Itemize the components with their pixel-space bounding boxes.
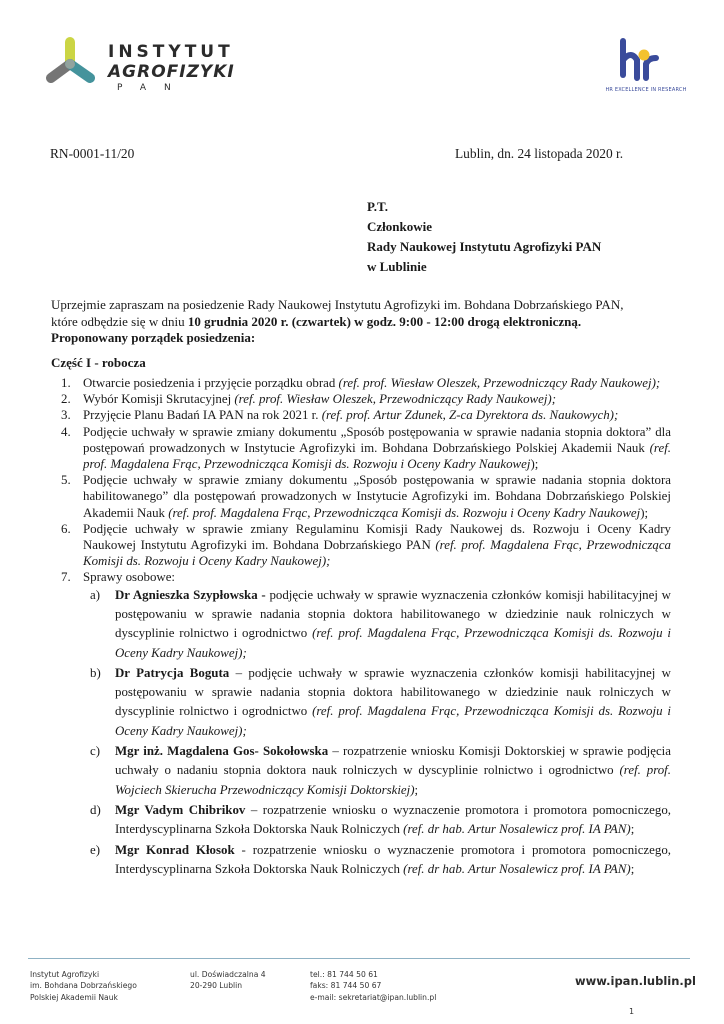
hr-logo-icon	[596, 30, 696, 86]
item-text: Wybór Komisji Skrutacyjnej	[83, 392, 235, 407]
item-letter: b)	[90, 665, 101, 680]
intro-text: które odbędzie się w dniu	[51, 313, 188, 329]
hr-caption: HR EXCELLENCE IN RESEARCH	[605, 87, 687, 93]
institute-logo	[38, 34, 338, 94]
item-text: Podjęcie uchwały w sprawie zmiany dokumentu „Sposób postępowania w sprawie nadania stopnia doktora habilitowanego” dla postępowań prowadzonych w Instytucie Agrofizyki im. Bohdana Dobrzańskiego Polskiej Akademii Nauk	[83, 473, 671, 520]
item-ref: (ref. dr hab. Artur Nosalewicz prof. IA PAN)	[403, 822, 631, 837]
item-ref: (ref. prof. Magdalena Frąc, Przewodnicząca Komisji ds. Rozwoju i Oceny Kadry Naukowej);	[115, 626, 671, 660]
addressee-block	[367, 197, 601, 277]
item-ref: (ref. prof. Wiesław Oleszek, Przewodniczący Rady Naukowej);	[338, 376, 661, 390]
addressee-line: w Lublinie	[367, 259, 427, 274]
item-number: 3.	[61, 408, 71, 423]
logo-line-instytut: INSTYTUT	[108, 42, 234, 62]
item-text: podjęcie uchwały w sprawie wyznaczenia członków komisji habilitacyjnej w postępowaniu w sprawie nadania stopnia doktora habilitowanego w dziedzinie nauk rolniczych w dyscyplinie rolnictwo i ogrodnictwo	[115, 587, 671, 641]
tri-blade-logo-icon	[38, 34, 102, 94]
item-text: – rozpatrzenie wniosku o wyznaczenie promotora i promotora pomocniczego, Interdyscyplinarna Szkoła Doktorska Nauk Rolniczych	[115, 802, 671, 837]
item-tail: ;	[630, 822, 635, 837]
agenda-item	[51, 375, 671, 391]
addressee-line: P.T.	[367, 199, 388, 214]
item-number: 4.	[61, 424, 71, 439]
item-tail: ;	[414, 782, 419, 797]
agenda-list	[51, 375, 671, 880]
item-ref: (ref. prof. Wiesław Oleszek, Przewodniczący Rady Naukowej);	[234, 392, 556, 407]
document-reference: RN-0001-11/20	[50, 146, 135, 161]
item-number: 5.	[61, 473, 71, 488]
person-name: Mgr inż. Magdalena Gos- Sokołowska	[115, 744, 329, 759]
footer-line: im. Bohdana Dobrzańskiego	[30, 981, 137, 991]
item-tail: ;	[630, 861, 635, 876]
item-letter: a)	[90, 587, 101, 602]
intro-line	[51, 314, 671, 331]
footer-line: Instytut Agrofizyki	[30, 970, 100, 979]
footer-institution	[30, 969, 137, 1003]
item-number: 1.	[61, 376, 71, 390]
hr-excellence-logo	[596, 30, 696, 100]
place-date: Lublin, dn. 24 listopada 2020 r.	[455, 146, 624, 161]
footer-line: 20-290 Lublin	[190, 981, 243, 991]
item-ref: (ref. dr hab. Artur Nosalewicz prof. IA PAN)	[403, 861, 631, 876]
item-text: Podjęcie uchwały w sprawie zmiany dokumentu „Sposób postępowania w sprawie nadania stopnia doktora” dla postępowań prowadzonych w Instytucie Agrofizyki im. Bohdana Dobrzańskiego Polskiej Akademii Nauk	[83, 424, 671, 455]
agenda-item-personnel	[51, 569, 671, 879]
intro-line: Uprzejmie zapraszam na posiedzenie Rady Naukowej Instytutu Agrofizyki im. Bohdana Dobrzańskiego PAN,	[51, 297, 624, 312]
agenda-item	[51, 424, 671, 473]
item-letter: c)	[90, 744, 101, 759]
person-name: Dr Agnieszka Szypłowska -	[115, 587, 266, 602]
agenda-item	[51, 472, 671, 521]
personnel-item	[83, 586, 671, 663]
item-ref: (ref. prof. Magdalena Frąc, Przewodnicząca Komisji ds. Rozwoju i Oceny Kadry Naukowej);	[83, 538, 671, 569]
item-letter: d)	[90, 802, 101, 817]
personnel-list	[83, 586, 671, 879]
item-tail: );	[530, 457, 539, 472]
logo-line-agrofizyki: AGROFIZYKI	[108, 62, 235, 82]
item-ref: (ref. prof. Magdalena Frąc, Przewodnicząca Komisji ds. Rozwoju i Oceny Kadry Naukowej);	[115, 704, 671, 738]
personnel-item	[83, 742, 671, 800]
item-number: 7.	[61, 570, 71, 585]
person-name: Mgr Vadym Chibrikov	[115, 802, 246, 817]
agenda-item	[51, 521, 671, 570]
agenda-item	[51, 391, 671, 407]
footer-website: www.ipan.lublin.pl	[575, 974, 696, 988]
footer-contact	[310, 969, 436, 1003]
item-ref: (ref. prof. Magdalena Frąc, Przewodnicząca Komisji ds. Rozwoju i Oceny Kadry Naukowej	[83, 440, 671, 472]
item-text: Podjęcie uchwały w sprawie zmiany Regulaminu Komisji Rady Naukowej ds. Rozwoju i Oceny Kadry Naukowej Instytutu Agrofizyki im. Bohdana Dobrzańskiego PAN	[83, 521, 671, 553]
part-title: Część I - robocza	[51, 355, 146, 370]
footer-email: e-mail: sekretariat@ipan.lublin.pl	[310, 992, 437, 1002]
page-number: 1	[629, 1007, 635, 1016]
person-name: Dr Patrycja Boguta	[115, 665, 230, 680]
person-name: Mgr Konrad Kłosok	[115, 842, 235, 857]
addressee-line: Członkowie	[367, 219, 432, 234]
footer-divider	[28, 958, 690, 959]
invitation-paragraph	[51, 297, 671, 347]
footer-line: ul. Doświadczalna 4	[190, 970, 266, 979]
addressee-line: Rady Naukowej Instytutu Agrofizyki PAN	[367, 239, 602, 254]
item-ref: (ref. prof. Magdalena Frąc, Przewodnicząca Komisji ds. Rozwoju i Oceny Kadry Naukowej	[168, 505, 641, 520]
item-tail: );	[640, 505, 649, 520]
item-text: Otwarcie posiedzenia i przyjęcie porządku obrad	[83, 376, 339, 390]
item-text: Przyjęcie Planu Badań IA PAN na rok 2021 r.	[83, 408, 322, 423]
item-text: – podjęcie uchwały w sprawie wyznaczenia członków komisji habilitacyjnej w postępowaniu w sprawie nadania stopnia doktora habilitowanego w dziedzinie nauk rolniczych w dyscyplinie rolnictwo i ogrodnictwo	[115, 665, 671, 719]
agenda-item	[51, 407, 671, 423]
item-text: Sprawy osobowe:	[83, 570, 176, 585]
item-ref: (ref. prof. Artur Zdunek, Z-ca Dyrektora ds. Naukowych);	[321, 408, 619, 423]
item-letter: e)	[90, 842, 101, 857]
footer-line: Polskiej Akademii Nauk	[30, 992, 118, 1002]
personnel-item	[83, 841, 671, 880]
item-ref: (ref. prof. Wojciech Skierucha Przewodniczący Komisji Doktorskiej)	[115, 763, 671, 797]
item-number: 6.	[61, 521, 71, 536]
item-text: – rozpatrzenie wniosku Komisji Doktorskiej w sprawie podjęcia uchwały o nadaniu stopnia doktora nauk rolniczych w dyscyplinie rolnictwo i ogrodnictwo	[115, 744, 671, 778]
item-number: 2.	[61, 392, 71, 407]
item-text: - rozpatrzenie wniosku o wyznaczenie promotora i promotora pomocniczego, Interdyscyplinarna Szkoła Doktorska Nauk Rolniczych	[115, 842, 671, 876]
personnel-item	[83, 801, 671, 840]
personnel-item	[83, 664, 671, 741]
footer-address	[190, 969, 266, 992]
meeting-datetime: 10 grudnia 2020 r. (czwartek) w godz. 9:00 - 12:00 drogą elektroniczną.	[187, 313, 582, 329]
agenda-heading-text: Proponowany porządek posiedzenia:	[51, 330, 256, 345]
logo-line-pan: PAN	[117, 83, 189, 93]
footer-fax: faks: 81 744 50 67	[310, 981, 382, 991]
footer-phone: tel.: 81 744 50 61	[310, 970, 378, 979]
agenda-heading	[51, 330, 671, 347]
